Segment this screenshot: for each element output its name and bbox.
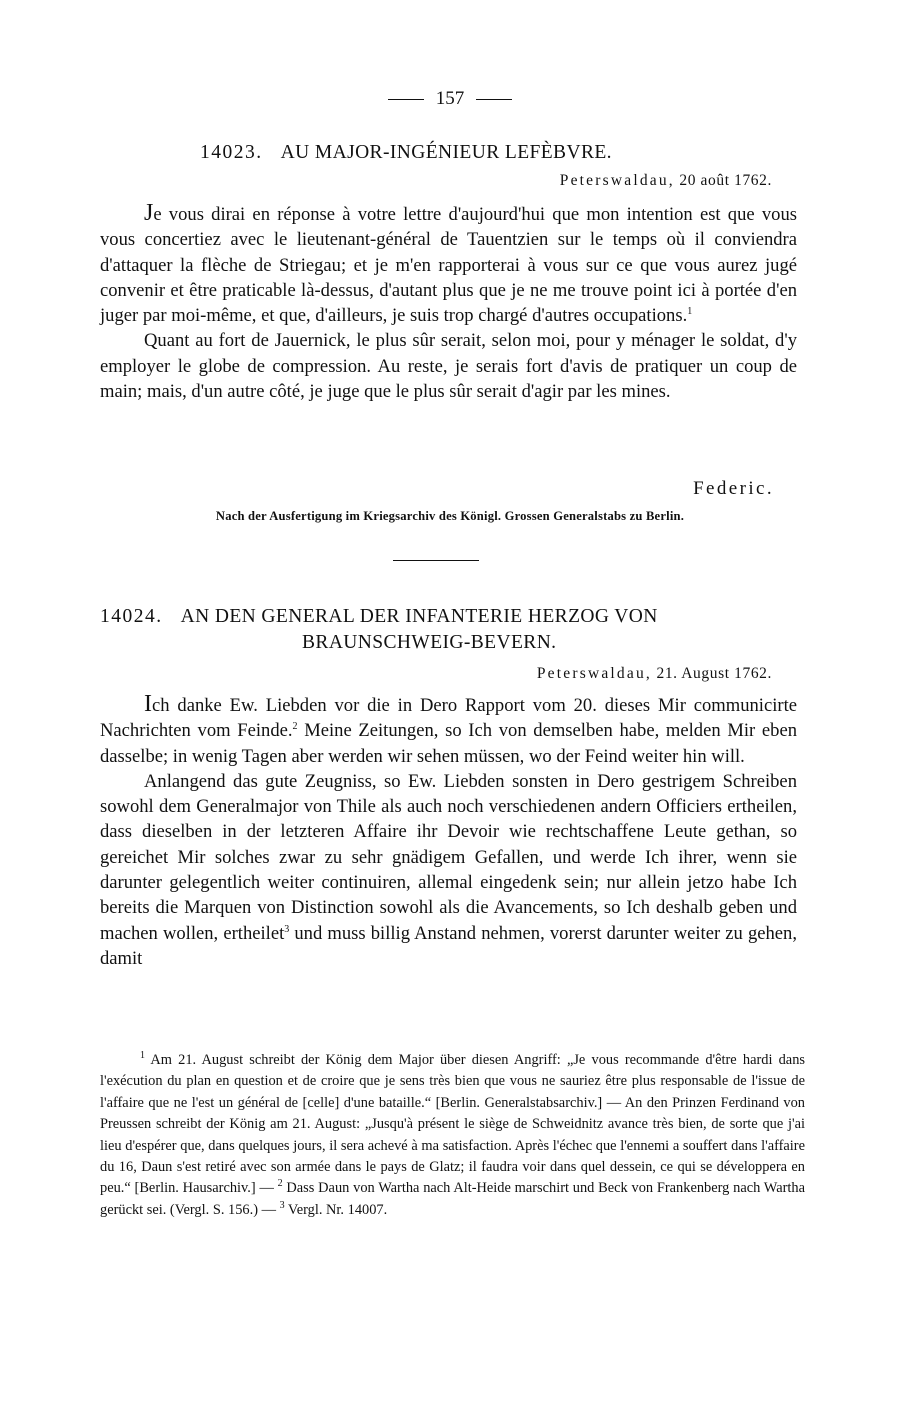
paragraph-text: Meine Zeitungen, so Ich von demselben habe, melden Mir eben dasselbe; in wenig Tagen aber werden wir sehen müssen, wo der Feind weiter hin will.: [100, 720, 797, 767]
letter-number: 14024.: [100, 606, 163, 627]
dateline-place: Peterswaldau,: [559, 172, 675, 189]
paragraph: [100, 692, 797, 769]
section-divider: [393, 560, 479, 561]
footnote-text: Am 21. August schreibt der König dem Major über diesen Angriff: „Je vous recommande d'être hardi dans l'exécution du plan en question et de croire que je sens très bien que vous ne sauriez être plus responsable de l'issue de l'affaire que ne l'est un général de [celle] d'une bataille.“ [Berlin. Generalstabsarchiv.] — An den Prinzen Ferdinand von Preussen schreibt der König am 21. August: „Jusqu'à présent le siège de Schweidnitz avance très bien, de sorte que j'ai lieu d'espérer que, dans quelques jours, il sera achevé à ma satisfaction. Après l'échec que l'ennemi a souffert dans l'affaire du 16, Daun s'est retiré avec son armée dans le pays de Glatz; il faudra voir dans quel dessein, ce qui se développera en peu.“ [Berlin. Hausarchiv.] —: [100, 1052, 805, 1197]
drop-cap: I: [144, 691, 152, 717]
footnote-text: Dass Daun von Wartha nach Alt-Heide marschirt und Beck von Frankenberg nach Wartha gerückt sei. (Vergl. S. 156.) —: [100, 1180, 805, 1218]
letter-body-14024: [100, 692, 797, 971]
dateline-date: 21. August 1762.: [656, 665, 772, 682]
dateline-date: 20 août 1762.: [679, 172, 772, 189]
page-number-dash-right: [476, 99, 512, 100]
footnote: [100, 1050, 805, 1221]
dateline-14024: [537, 665, 772, 683]
page-number-dash-left: [388, 99, 424, 100]
paragraph-text: e vous dirai en réponse à votre lettre d'aujourd'hui que mon intention est que vous vous concertiez avec le lieutenant-général de Tauentzien sur le temps où il conviendra d'attaquer la flèche de Striegau; et je m'en rapporterai à vous sur ce que vous aurez jugé convenir et être praticable là-dessus, d'autant plus que je ne me trouve point ici à portée d'en juger par moi-même, et que, d'ailleurs, je suis trop chargé d'autres occupations.: [100, 204, 797, 327]
page-number-text: 157: [435, 88, 465, 109]
drop-cap: J: [144, 200, 154, 226]
dateline-14023: [560, 172, 772, 190]
letter-title-line2: BRAUNSCHWEIG-BEVERN.: [302, 632, 557, 653]
signature: Federic.: [693, 478, 774, 499]
paragraph-text: Anlangend das gute Zeugniss, so Ew. Liebden sonsten in Dero gestrigem Schreiben sowohl dem Generalmajor von Thile als auch noch verschiedenen andern Officiers ertheilen, dass dieselben in der letzteren Affaire ihr Devoir wie rechtschaffene Leute gethan, so gereichet Mir solches zwar zu sehr gnädigem Gefallen, und werde Ich ihrer, wenn sie darunter gelegentlich weiter continuiren, allemal eingedenk sein; nur allein jetzo habe Ich bereits die Marquen von Distinction sowohl als die Avancements, so Ich deshalb geben und machen wollen, ertheilet: [100, 770, 797, 944]
paragraph: [100, 201, 797, 328]
letter-heading-14024: [100, 604, 805, 656]
paragraph-text: Quant au fort de Jauernick, le plus sûr serait, selon moi, pour y ménager le soldat, d'y employer le globe de compression. Au reste, je serais fort d'avis de pratiquer un coup de main; mais, d'un autre côté, je juge que le plus sûr serait d'agir par les mines.: [100, 330, 797, 403]
page-number: [0, 88, 900, 110]
footnote-mark: 2: [277, 1178, 283, 1190]
letter-heading-14023: [200, 140, 820, 166]
footnote-ref: 3: [284, 923, 290, 935]
paragraph: [100, 769, 797, 971]
footnote-mark: 1: [140, 1050, 145, 1062]
source-note: Nach der Ausfertigung im Kriegsarchiv des Königl. Grossen Generalstabs zu Berlin.: [215, 509, 685, 523]
paragraph-text: und muss billig Anstand nehmen, vorerst darunter weiter zu gehen, damit: [100, 922, 798, 969]
letter-title-line1: AN DEN GENERAL DER INFANTERIE HERZOG VON: [180, 606, 658, 627]
footnote-ref: 2: [292, 721, 298, 733]
letter-title: AU MAJOR-INGÉNIEUR LEFÈBVRE.: [280, 142, 612, 163]
footnote-mark: 3: [279, 1200, 285, 1212]
footnote-ref: 1: [687, 306, 693, 317]
letter-body-14023: [100, 201, 797, 404]
dateline-place: Peterswaldau,: [536, 665, 652, 682]
paragraph-text: ch danke Ew. Liebden vor die in Dero Rapport vom 20. dieses Mir communicirte Nachrichten vom Feinde.: [100, 695, 797, 742]
footnote-text: Vergl. Nr. 14007.: [284, 1201, 388, 1218]
paragraph: [100, 328, 797, 404]
letter-number: 14023.: [200, 142, 263, 163]
footnotes: [100, 1050, 805, 1221]
